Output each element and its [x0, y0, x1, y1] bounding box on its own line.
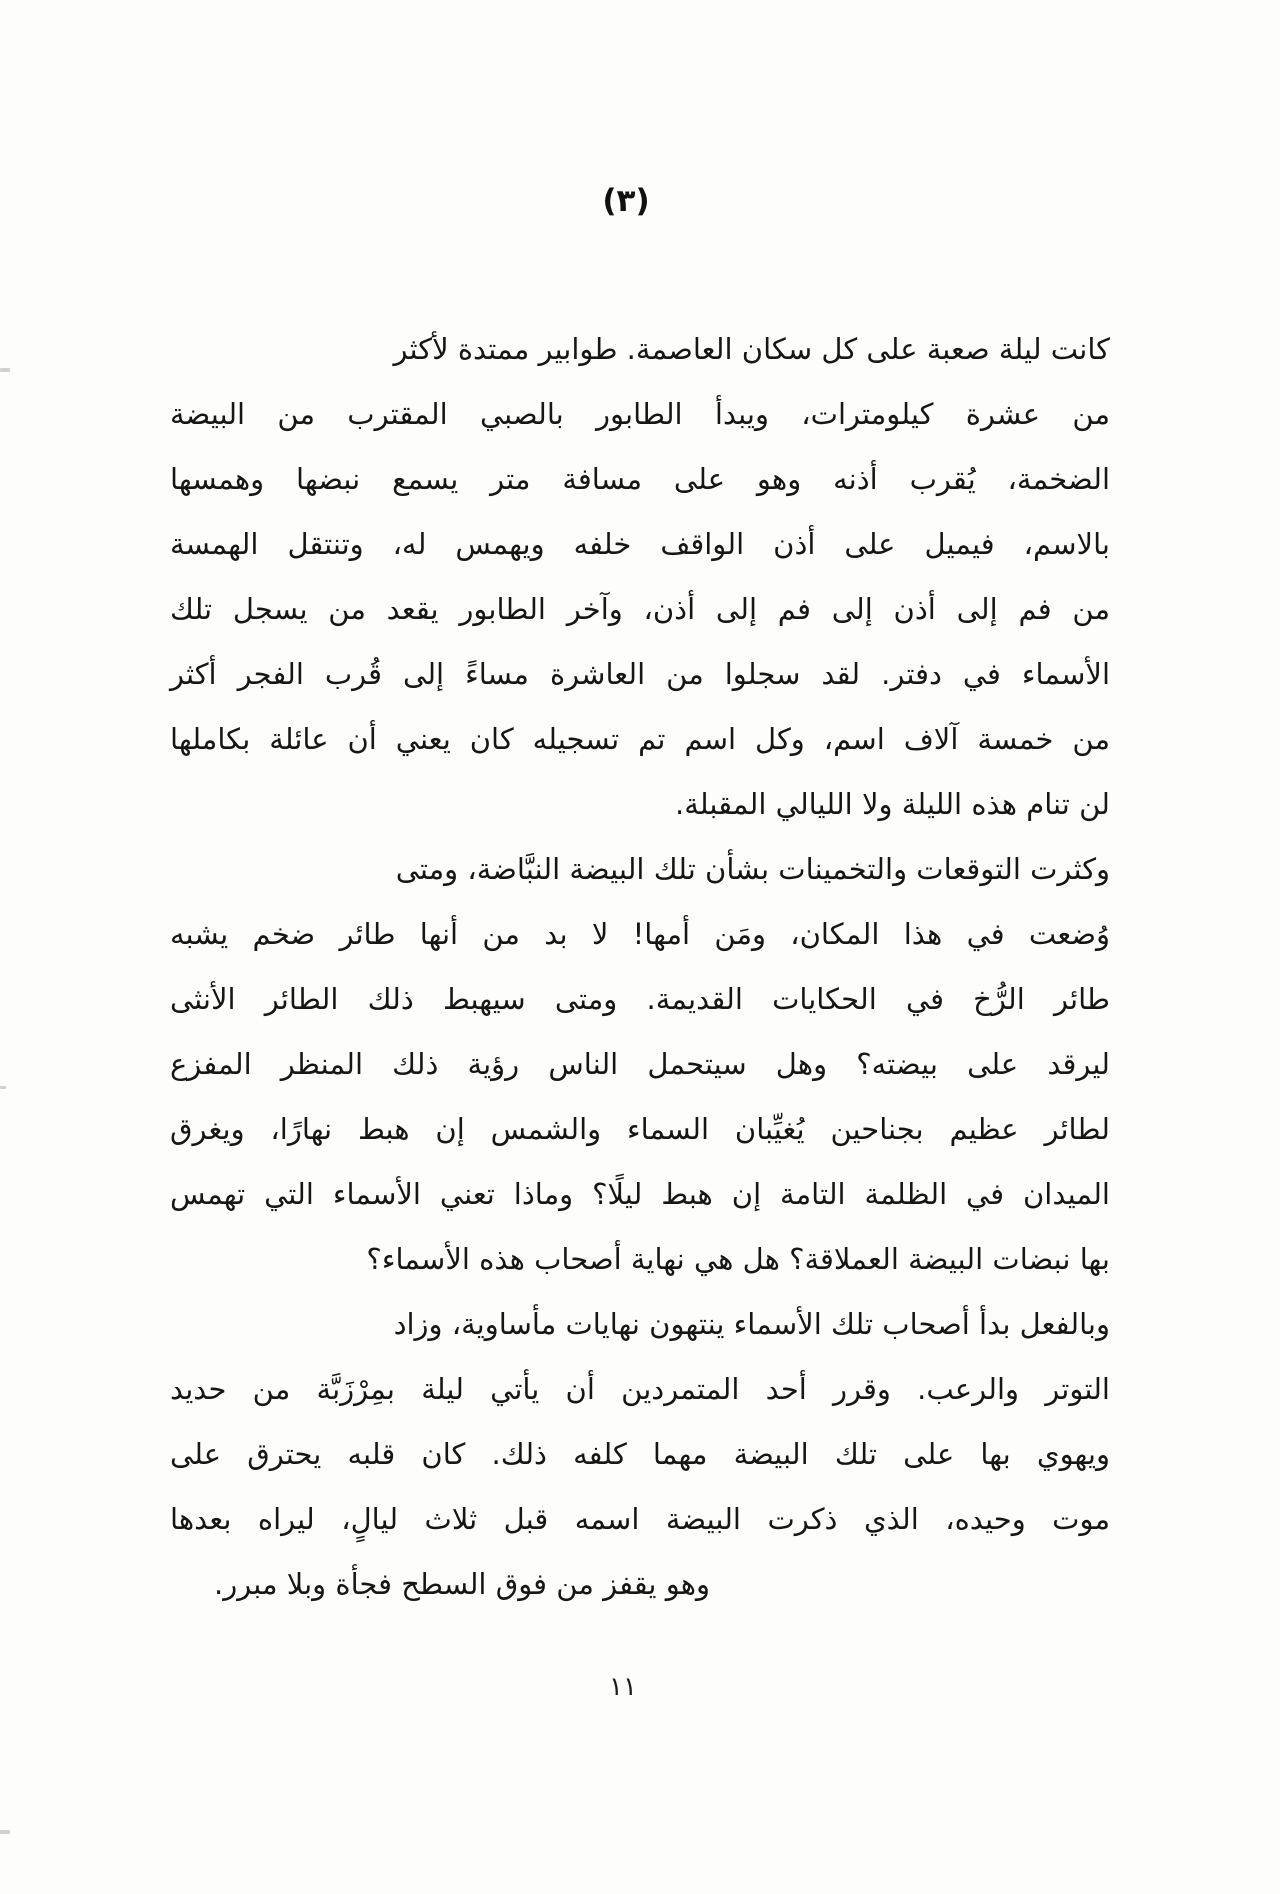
text-line: لطائر عظيم بجناحين يُغيِّبان السماء والشمس إن هبط نهارًا، ويغرق: [170, 1112, 1110, 1146]
scan-artifact: [0, 1830, 10, 1834]
text-line: بالاسم، فيميل على أذن الواقف خلفه ويهمس له، وتنتقل الهمسة: [170, 527, 1110, 561]
text-line: الأسماء في دفتر. لقد سجلوا من العاشرة مساءً إلى قُرب الفجر أكثر: [170, 657, 1110, 691]
text-line: من فم إلى أذن إلى فم إلى أذن، وآخر الطابور يقعد من يسجل تلك: [170, 592, 1110, 626]
scan-artifact: [0, 368, 10, 372]
text-line: وُضعت في هذا المكان، ومَن أمها! لا بد من أنها طائر ضخم يشبه: [170, 917, 1110, 951]
text-line: ليرقد على بيضته؟ وهل سيتحمل الناس رؤية ذلك المنظر المفزع: [170, 1047, 1110, 1081]
text-line: الميدان في الظلمة التامة إن هبط ليلًا؟ وماذا تعني الأسماء التي تهمس: [170, 1177, 1110, 1211]
text-line: وكثرت التوقعات والتخمينات بشأن تلك البيضة النبَّاضة، ومتى: [395, 852, 1110, 886]
text-line: التوتر والرعب. وقرر أحد المتمردين أن يأتي ليلة بمِرْزَبَّة من حديد: [170, 1372, 1110, 1406]
text-line: بها نبضات البيضة العملاقة؟ هل هي نهاية أصحاب هذه الأسماء؟: [366, 1242, 1110, 1276]
text-line: من خمسة آلاف اسم، وكل اسم تم تسجيله كان يعني أن عائلة بكاملها: [170, 722, 1110, 756]
text-line: ويهوي بها على تلك البيضة مهما كلفه ذلك. كان قلبه يحترق على: [170, 1437, 1110, 1471]
text-line: الضخمة، يُقرب أذنه وهو على مسافة متر يسمع نبضها وهمسها: [170, 462, 1110, 496]
body-text-block: [170, 317, 1110, 1617]
text-line: وبالفعل بدأ أصحاب تلك الأسماء ينتهون نهايات مأساوية، وزاد: [393, 1307, 1110, 1341]
text-line: طائر الرُّخ في الحكايات القديمة. ومتى سيهبط ذلك الطائر الأنثى: [170, 982, 1110, 1016]
text-line: كانت ليلة صعبة على كل سكان العاصمة. طوابير ممتدة لأكثر: [393, 332, 1110, 366]
scan-artifact: [0, 1086, 6, 1089]
text-line: وهو يقفز من فوق السطح فجأة وبلا مبرر.: [214, 1567, 710, 1601]
chapter-number-heading: (٣): [602, 183, 650, 219]
text-line: موت وحيده، الذي ذكرت البيضة اسمه قبل ثلاث ليالٍ، ليراه بعدها: [170, 1502, 1110, 1536]
text-line: من عشرة كيلومترات، ويبدأ الطابور بالصبي المقترب من البيضة: [170, 397, 1110, 431]
page-number: ١١: [609, 1672, 637, 1702]
text-line: لن تنام هذه الليلة ولا الليالي المقبلة.: [674, 787, 1110, 821]
